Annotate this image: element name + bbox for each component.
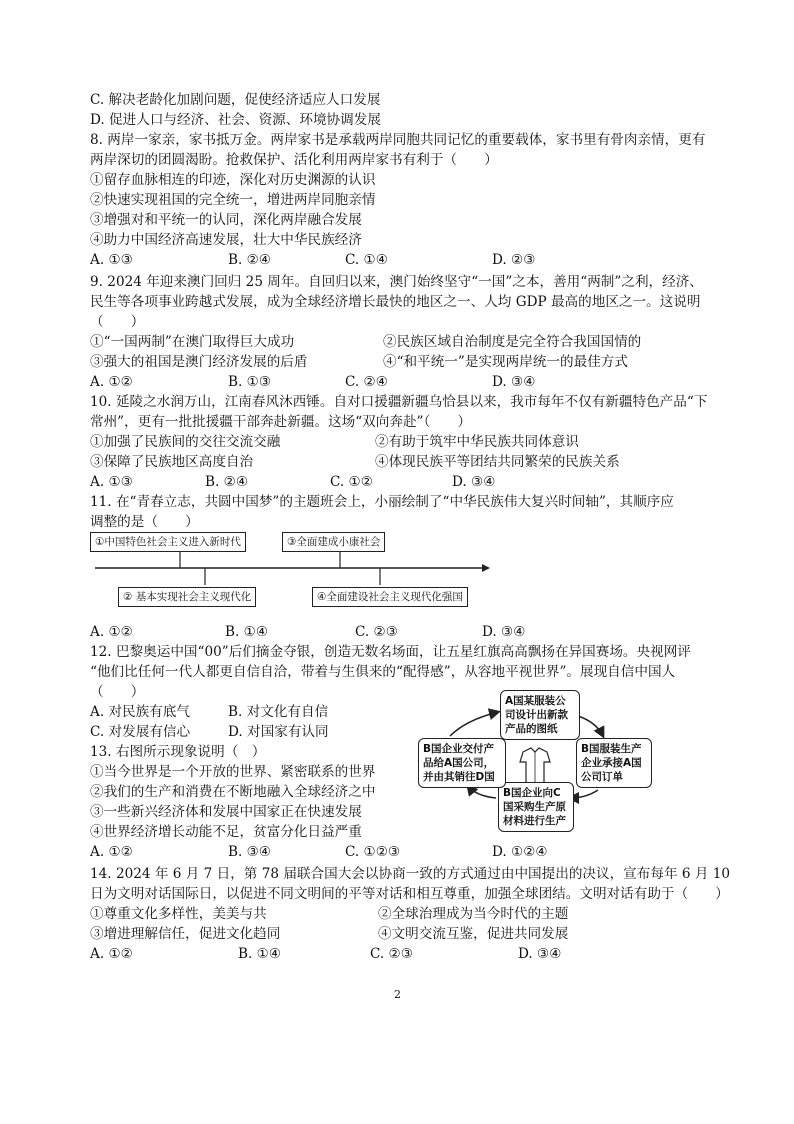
q13-stem: 13. 右图所示现象说明（ ） — [90, 744, 266, 760]
cycle-box-bottom: B国企业向C国采购生产原材料进行生产 — [498, 782, 574, 832]
q14-statement-4: ④文明交流互鉴，促进共同发展 — [378, 926, 569, 942]
q10-statement-4: ④体现民族平等团结共同繁荣的民族关系 — [375, 454, 620, 470]
q13-statement-1: ①当今世界是一个开放的世界、紧密联系的世界 — [90, 764, 376, 780]
timeline-box-4: ④全面建设社会主义现代化强国 — [312, 587, 468, 607]
q12-option-d[interactable]: D. 对国家有认同 — [228, 724, 329, 740]
q14-statement-3: ③增进理解信任，促进文化趋同 — [90, 926, 281, 942]
q8-statement-1: ①留存血脉相连的印迹，深化对历史渊源的认识 — [90, 172, 376, 188]
q13-option-c[interactable]: C. ①②③ — [345, 844, 401, 860]
q11-option-c[interactable]: C. ②③ — [355, 624, 398, 640]
q14-statement-2: ②全球治理成为当今时代的主题 — [378, 906, 569, 922]
q12-option-a[interactable]: A. 对民族有底气 — [90, 704, 191, 720]
q8-stem-2: 两岸深切的团圆渴盼。抢救保护、活化利用两岸家书有利于（ ） — [90, 152, 498, 168]
q11-stem-1: 11. 在“青春立志，共圆中国梦”的主题班会上，小丽绘制了“中华民族伟大复兴时间轴”，其顺序应 — [90, 494, 674, 510]
timeline-box-2: ② 基本实现社会主义现代化 — [118, 587, 256, 607]
page-number: 2 — [394, 988, 401, 1001]
q10-statement-3: ③保障了民族地区高度自治 — [90, 454, 254, 470]
q11-option-a[interactable]: A. ①② — [90, 624, 133, 640]
q13-statement-2: ②我们的生产和消费在不断地融入全球经济之中 — [90, 784, 376, 800]
q9-stem-1: 9. 2024 年迎来澳门回归 25 周年。自回归以来，澳门始终坚守“一国”之本，善用“两制”之利，经济、 — [90, 274, 703, 290]
q14-option-c[interactable]: C. ②③ — [370, 946, 413, 962]
timeline-diagram — [90, 530, 490, 610]
timeline-box-3: ③全面建成小康社会 — [282, 532, 385, 552]
q10-option-b[interactable]: B. ②④ — [205, 474, 249, 490]
q9-statement-1: ①“一国两制”在澳门取得巨大成功 — [90, 334, 295, 350]
q11-stem-2: 调整的是（ ） — [90, 514, 199, 530]
q12-option-c[interactable]: C. 对发展有信心 — [90, 724, 191, 740]
q14-stem-2: 日为文明对话国际日，以促进不同文明间的平等对话和相互尊重，加强全球团结。文明对话有助于（ ） — [90, 886, 729, 902]
line-q7-d: D. 促进人口与经济、社会、资源、环境协调发展 — [90, 112, 381, 128]
cycle-box-right: B国服装生产企业承接A国公司订单 — [576, 738, 652, 788]
q13-option-b[interactable]: B. ③④ — [228, 844, 272, 860]
q13-statement-4: ④世界经济增长动能不足，贫富分化日益严重 — [90, 824, 362, 840]
timeline-box-1: ①中国特色社会主义进入新时代 — [90, 532, 246, 552]
q8-statement-3: ③增强对和平统一的认同，深化两岸融合发展 — [90, 212, 362, 228]
q14-stem-1: 14. 2024 年 6 月 7 日，第 78 届联合国大会以协商一致的方式通过由中国提出的决议，宣布每年 6 月 10 — [90, 866, 731, 882]
q14-option-d[interactable]: D. ③④ — [518, 946, 562, 962]
q14-option-a[interactable]: A. ①② — [90, 946, 133, 962]
q9-statement-3: ③强大的祖国是澳门经济发展的后盾 — [90, 354, 308, 370]
q14-statement-1: ①尊重文化多样性，美美与共 — [90, 906, 267, 922]
cycle-box-top: A国某服装公司设计出新款产品的图纸 — [500, 690, 580, 740]
q9-option-d[interactable]: D. ③④ — [492, 374, 536, 390]
q8-statement-2: ②快速实现祖国的完全统一，增进两岸同胞亲情 — [90, 192, 376, 208]
q8-statement-4: ④助力中国经济高速发展，壮大中华民族经济 — [90, 232, 362, 248]
q10-statement-1: ①加强了民族间的交往交流交融 — [90, 434, 281, 450]
q10-option-d[interactable]: D. ③④ — [452, 474, 496, 490]
q8-option-a[interactable]: A. ①③ — [90, 252, 133, 268]
q10-stem-2: 常州”，更有一批批援疆干部奔赴新疆。这场“双向奔赴”（ ） — [90, 414, 472, 430]
q8-option-d[interactable]: D. ②③ — [492, 252, 536, 268]
q9-option-c[interactable]: C. ②④ — [345, 374, 388, 390]
q12-stem-1: 12. 巴黎奥运中国“00”后们摘金夺银，创造无数名场面，让五星红旗高高飘扬在异国赛场。央视网评 — [90, 644, 691, 660]
q14-option-b[interactable]: B. ①④ — [238, 946, 282, 962]
q13-option-a[interactable]: A. ①② — [90, 844, 133, 860]
q9-statement-4: ④“和平统一”是实现两岸统一的最佳方式 — [383, 354, 628, 370]
q13-statement-3: ③一些新兴经济体和发展中国家正在快速发展 — [90, 804, 362, 820]
q9-option-b[interactable]: B. ①③ — [228, 374, 272, 390]
q8-option-c[interactable]: C. ①④ — [345, 252, 388, 268]
cycle-box-left: B国企业交付产品给A国公司，并由其销往D国 — [418, 738, 506, 788]
q13-option-d[interactable]: D. ①②④ — [492, 844, 548, 860]
trade-cycle-diagram — [418, 690, 648, 830]
q10-option-a[interactable]: A. ①③ — [90, 474, 133, 490]
q12-option-b[interactable]: B. 对文化有自信 — [228, 704, 329, 720]
q9-blank: （ ） — [90, 314, 145, 330]
q12-stem-2: “他们比任何一代人都更自信自洽，带着与生俱来的“配得感”，从容地平视世界”。展现自信中国人 — [90, 664, 676, 680]
line-q7-c: C. 解决老龄化加剧问题，促使经济适应人口发展 — [90, 92, 381, 108]
q10-statement-2: ②有助于筑牢中华民族共同体意识 — [375, 434, 579, 450]
q9-stem-2: 民生等各项事业跨越式发展，成为全球经济增长最快的地区之一、人均 GDP 最高的地区之一。这说明 — [90, 294, 701, 310]
q11-option-b[interactable]: B. ①④ — [225, 624, 269, 640]
q9-statement-2: ②民族区域自治制度是完全符合我国国情的 — [383, 334, 642, 350]
q8-stem-1: 8. 两岸一家亲，家书抵万金。两岸家书是承载两岸同胞共同记忆的重要载体，家书里有骨肉亲情，更有 — [90, 132, 706, 148]
q11-option-d[interactable]: D. ③④ — [482, 624, 526, 640]
q12-blank: （ ） — [90, 684, 145, 700]
q10-stem-1: 10. 延陵之水润万山，江南春风沐西锤。自对口援疆新疆乌恰县以来，我市每年不仅有新疆特色产品“下 — [90, 394, 708, 410]
q8-option-b[interactable]: B. ②④ — [228, 252, 272, 268]
q9-option-a[interactable]: A. ①② — [90, 374, 133, 390]
q10-option-c[interactable]: C. ①② — [330, 474, 373, 490]
